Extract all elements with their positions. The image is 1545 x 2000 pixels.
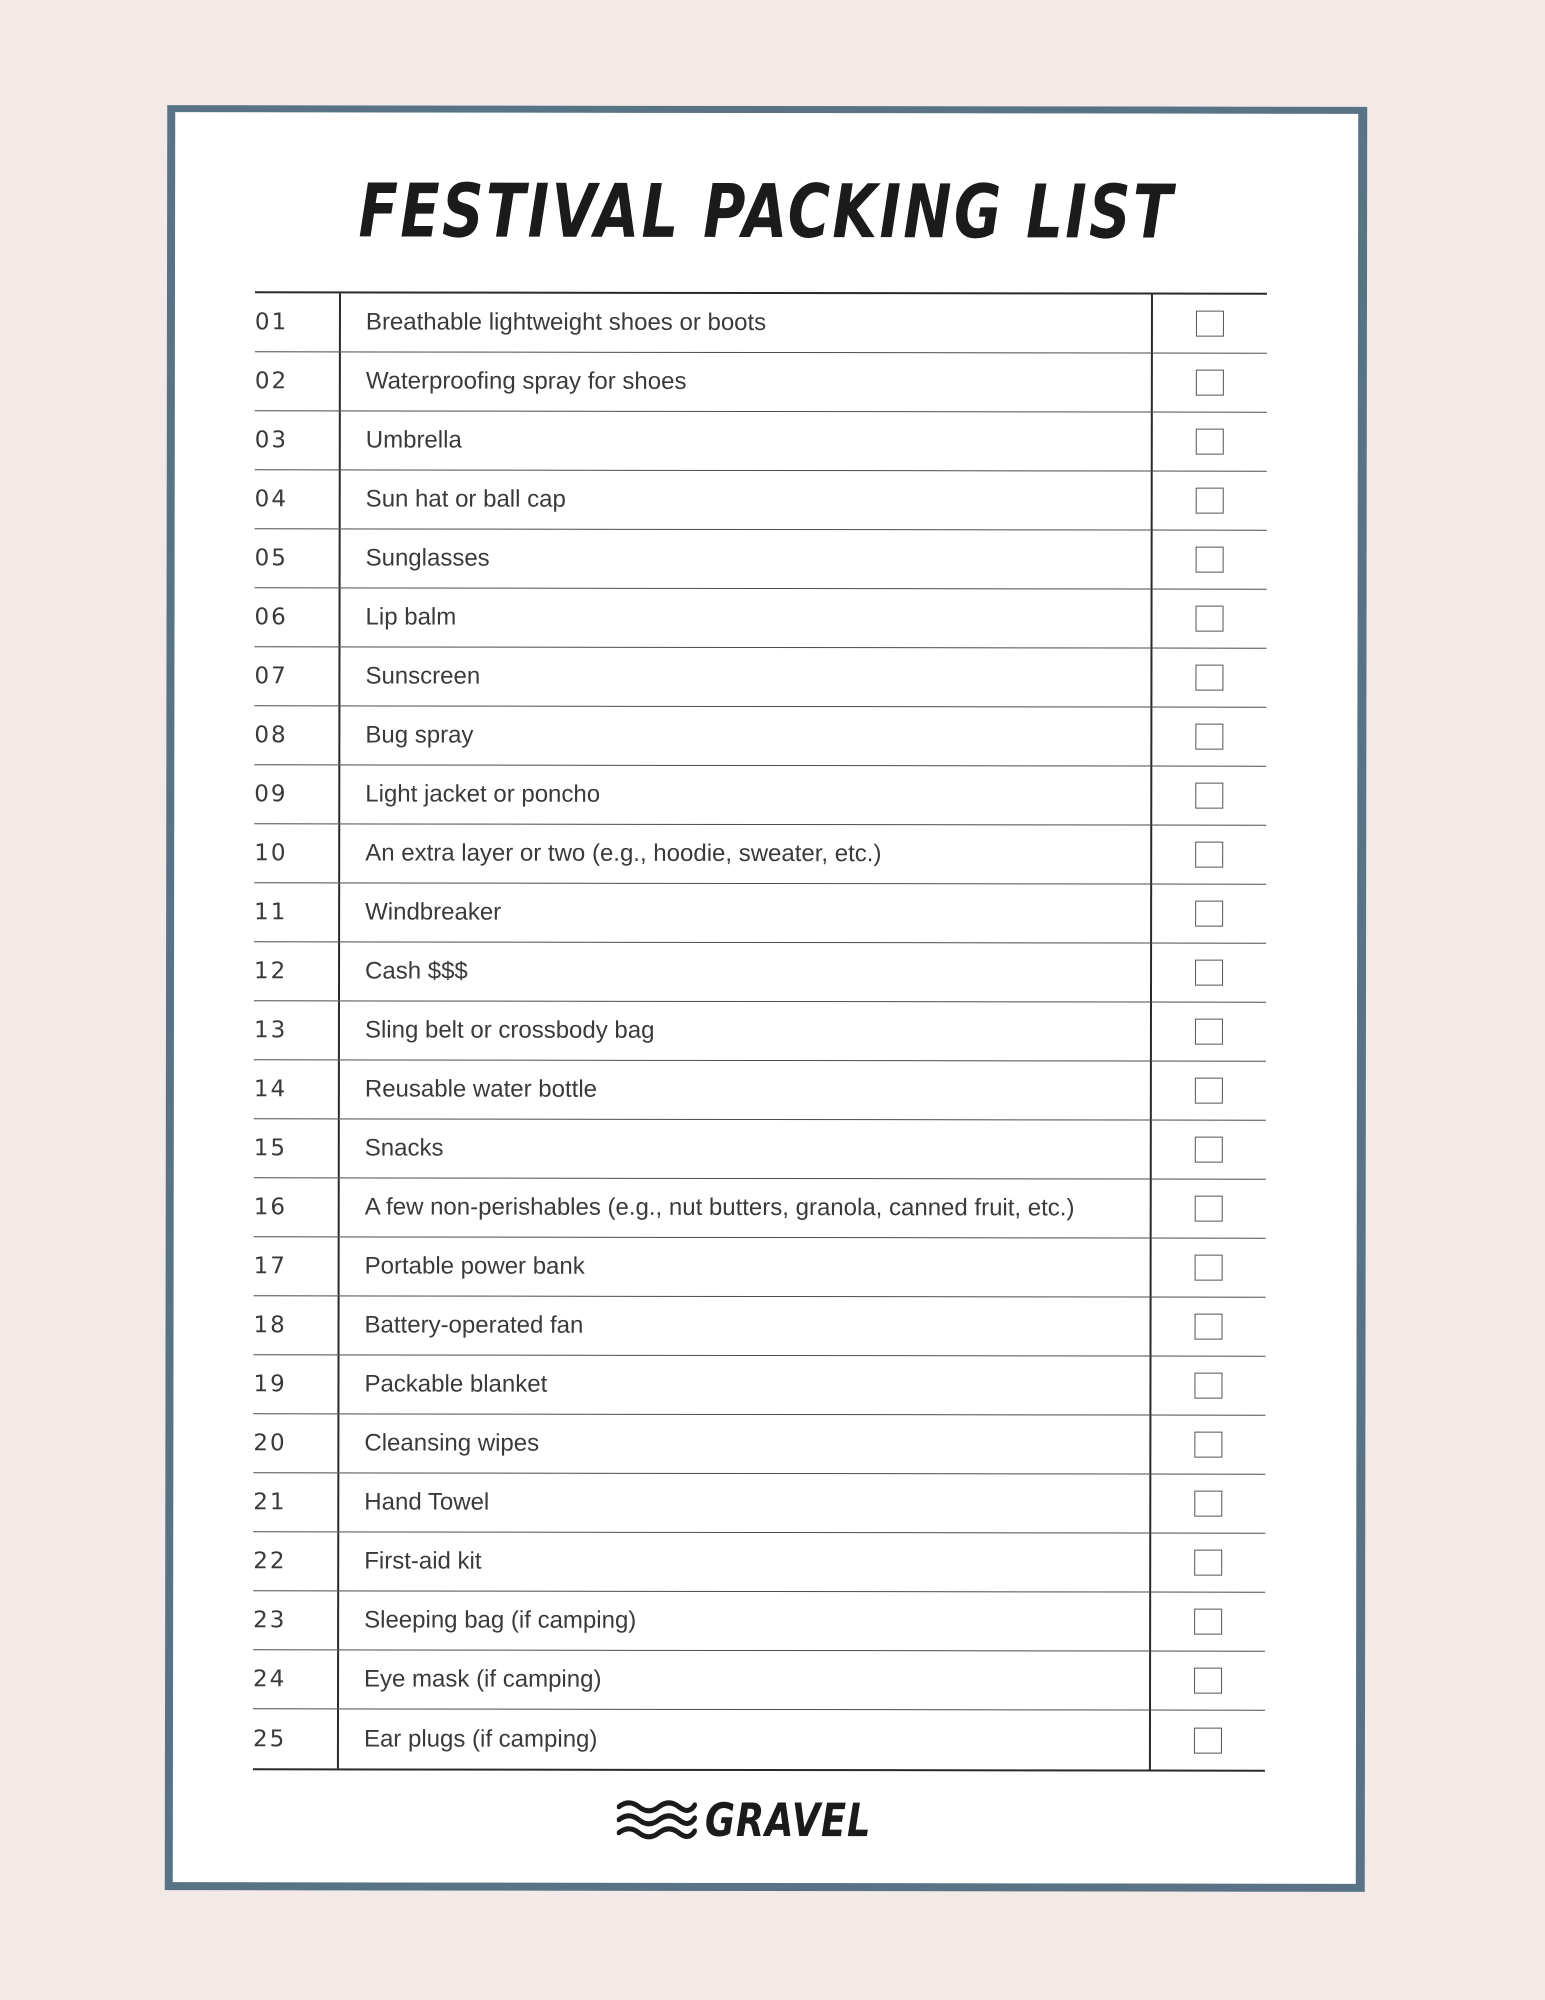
item-number: 14	[254, 1060, 340, 1118]
checkbox-cell	[1151, 1711, 1265, 1770]
checkbox-cell	[1152, 885, 1266, 943]
item-label: Breathable lightweight shoes or boots	[341, 293, 1153, 352]
item-checkbox[interactable]	[1195, 1255, 1223, 1281]
list-item	[253, 1414, 1265, 1474]
item-checkbox[interactable]	[1194, 1609, 1222, 1635]
list-item	[253, 1473, 1265, 1533]
checkbox-cell	[1152, 649, 1266, 707]
brand-logo	[173, 1792, 1356, 1848]
item-number: 17	[254, 1237, 340, 1295]
item-number: 10	[254, 824, 340, 882]
item-checkbox[interactable]	[1195, 1019, 1223, 1045]
item-label: Sleeping bag (if camping)	[339, 1591, 1151, 1650]
checkbox-cell	[1151, 1534, 1265, 1592]
item-number: 15	[254, 1119, 340, 1177]
checkbox-cell	[1153, 295, 1267, 353]
list-item	[255, 293, 1267, 353]
item-label: Eye mask (if camping)	[339, 1650, 1151, 1709]
item-number: 12	[254, 942, 340, 1000]
item-number: 04	[255, 470, 341, 528]
checkbox-cell	[1152, 590, 1266, 648]
list-item	[254, 706, 1266, 766]
checkbox-cell	[1152, 708, 1266, 766]
list-item	[253, 1532, 1265, 1592]
packing-list-sheet	[165, 105, 1367, 1892]
list-item	[255, 529, 1267, 589]
item-label: Lip balm	[340, 588, 1152, 647]
item-label: First-aid kit	[339, 1532, 1151, 1591]
item-number: 07	[254, 647, 340, 705]
waves-icon	[616, 1799, 696, 1841]
list-item	[253, 1591, 1265, 1651]
list-item	[254, 1296, 1266, 1356]
item-checkbox[interactable]	[1194, 1727, 1222, 1753]
item-checkbox[interactable]	[1196, 370, 1224, 396]
item-number: 22	[253, 1532, 339, 1590]
checkbox-cell	[1152, 1298, 1266, 1356]
item-checkbox[interactable]	[1195, 960, 1223, 986]
item-checkbox[interactable]	[1195, 1078, 1223, 1104]
list-item	[253, 1650, 1265, 1710]
item-checkbox[interactable]	[1195, 1314, 1223, 1340]
checkbox-cell	[1152, 767, 1266, 825]
list-item	[254, 588, 1266, 648]
checkbox-cell	[1153, 472, 1267, 530]
checkbox-cell	[1153, 354, 1267, 412]
list-item	[253, 1709, 1265, 1769]
item-number: 02	[255, 352, 341, 410]
list-item	[254, 1237, 1266, 1297]
list-item	[253, 1355, 1265, 1415]
item-number: 23	[253, 1591, 339, 1649]
checkbox-cell	[1152, 826, 1266, 884]
item-number: 06	[254, 588, 340, 646]
item-label: Sunglasses	[341, 529, 1153, 588]
item-label: Windbreaker	[340, 883, 1152, 942]
item-checkbox[interactable]	[1194, 1373, 1222, 1399]
item-checkbox[interactable]	[1194, 1550, 1222, 1576]
checkbox-cell	[1152, 1062, 1266, 1120]
checkbox-cell	[1151, 1593, 1265, 1651]
item-label: Umbrella	[341, 411, 1153, 470]
item-number: 19	[253, 1355, 339, 1413]
item-number: 13	[254, 1001, 340, 1059]
item-checkbox[interactable]	[1195, 665, 1223, 691]
checkbox-cell	[1152, 1121, 1266, 1179]
item-checkbox[interactable]	[1196, 429, 1224, 455]
checkbox-cell	[1152, 1239, 1266, 1297]
item-checkbox[interactable]	[1196, 488, 1224, 514]
item-number: 11	[254, 883, 340, 941]
list-item	[254, 1119, 1266, 1179]
item-label: Cash $$$	[340, 942, 1152, 1001]
item-checkbox[interactable]	[1194, 1668, 1222, 1694]
item-checkbox[interactable]	[1195, 842, 1223, 868]
checkbox-cell	[1152, 1180, 1266, 1238]
item-label: Cleansing wipes	[339, 1414, 1151, 1473]
item-checkbox[interactable]	[1194, 1491, 1222, 1517]
item-label: Sunscreen	[340, 647, 1152, 706]
item-checkbox[interactable]	[1194, 1432, 1222, 1458]
list-item	[254, 883, 1266, 943]
item-number: 09	[254, 765, 340, 823]
list-item	[255, 470, 1267, 530]
list-item	[254, 1001, 1266, 1061]
checkbox-cell	[1152, 1003, 1266, 1061]
item-number: 01	[255, 293, 341, 351]
item-label: Battery-operated fan	[340, 1296, 1152, 1355]
list-item	[254, 824, 1266, 884]
item-label: Sling belt or crossbody bag	[340, 1001, 1152, 1060]
packing-list-table	[253, 291, 1267, 1771]
item-label: A few non-perishables (e.g., nut butters, granola, canned fruit, etc.)	[340, 1178, 1152, 1237]
brand-name: GRAVEL	[704, 1792, 871, 1848]
item-label: Bug spray	[340, 706, 1152, 765]
list-item	[254, 1060, 1266, 1120]
item-checkbox[interactable]	[1195, 1137, 1223, 1163]
item-number: 03	[255, 411, 341, 469]
item-label: Portable power bank	[340, 1237, 1152, 1296]
item-number: 24	[253, 1650, 339, 1708]
item-checkbox[interactable]	[1196, 606, 1224, 632]
item-number: 08	[254, 706, 340, 764]
item-label: Packable blanket	[339, 1355, 1151, 1414]
list-item	[254, 1178, 1266, 1238]
checkbox-cell	[1151, 1652, 1265, 1710]
list-item	[254, 647, 1266, 707]
item-label: Reusable water bottle	[340, 1060, 1152, 1119]
item-label: Light jacket or poncho	[340, 765, 1152, 824]
item-number: 05	[255, 529, 341, 587]
item-number: 25	[253, 1709, 339, 1768]
checkbox-cell	[1151, 1416, 1265, 1474]
item-checkbox[interactable]	[1195, 901, 1223, 927]
list-item	[255, 411, 1267, 471]
list-item	[255, 352, 1267, 412]
item-number: 20	[253, 1414, 339, 1472]
checkbox-cell	[1151, 1357, 1265, 1415]
checkbox-cell	[1153, 413, 1267, 471]
item-checkbox[interactable]	[1196, 547, 1224, 573]
item-checkbox[interactable]	[1195, 724, 1223, 750]
item-label: Hand Towel	[339, 1473, 1151, 1532]
item-label: Snacks	[340, 1119, 1152, 1178]
item-number: 18	[254, 1296, 340, 1354]
page-title: FESTIVAL PACKING LIST	[358, 168, 1175, 256]
checkbox-cell	[1152, 944, 1266, 1002]
item-checkbox[interactable]	[1195, 1196, 1223, 1222]
list-item	[254, 942, 1266, 1002]
item-checkbox[interactable]	[1196, 311, 1224, 337]
item-number: 16	[254, 1178, 340, 1236]
list-item	[254, 765, 1266, 825]
item-label: An extra layer or two (e.g., hoodie, sweater, etc.)	[340, 824, 1152, 883]
checkbox-cell	[1153, 531, 1267, 589]
item-label: Waterproofing spray for shoes	[341, 352, 1153, 411]
checkbox-cell	[1151, 1475, 1265, 1533]
item-number: 21	[253, 1473, 339, 1531]
item-checkbox[interactable]	[1195, 783, 1223, 809]
item-label: Sun hat or ball cap	[341, 470, 1153, 529]
item-label: Ear plugs (if camping)	[339, 1709, 1151, 1769]
